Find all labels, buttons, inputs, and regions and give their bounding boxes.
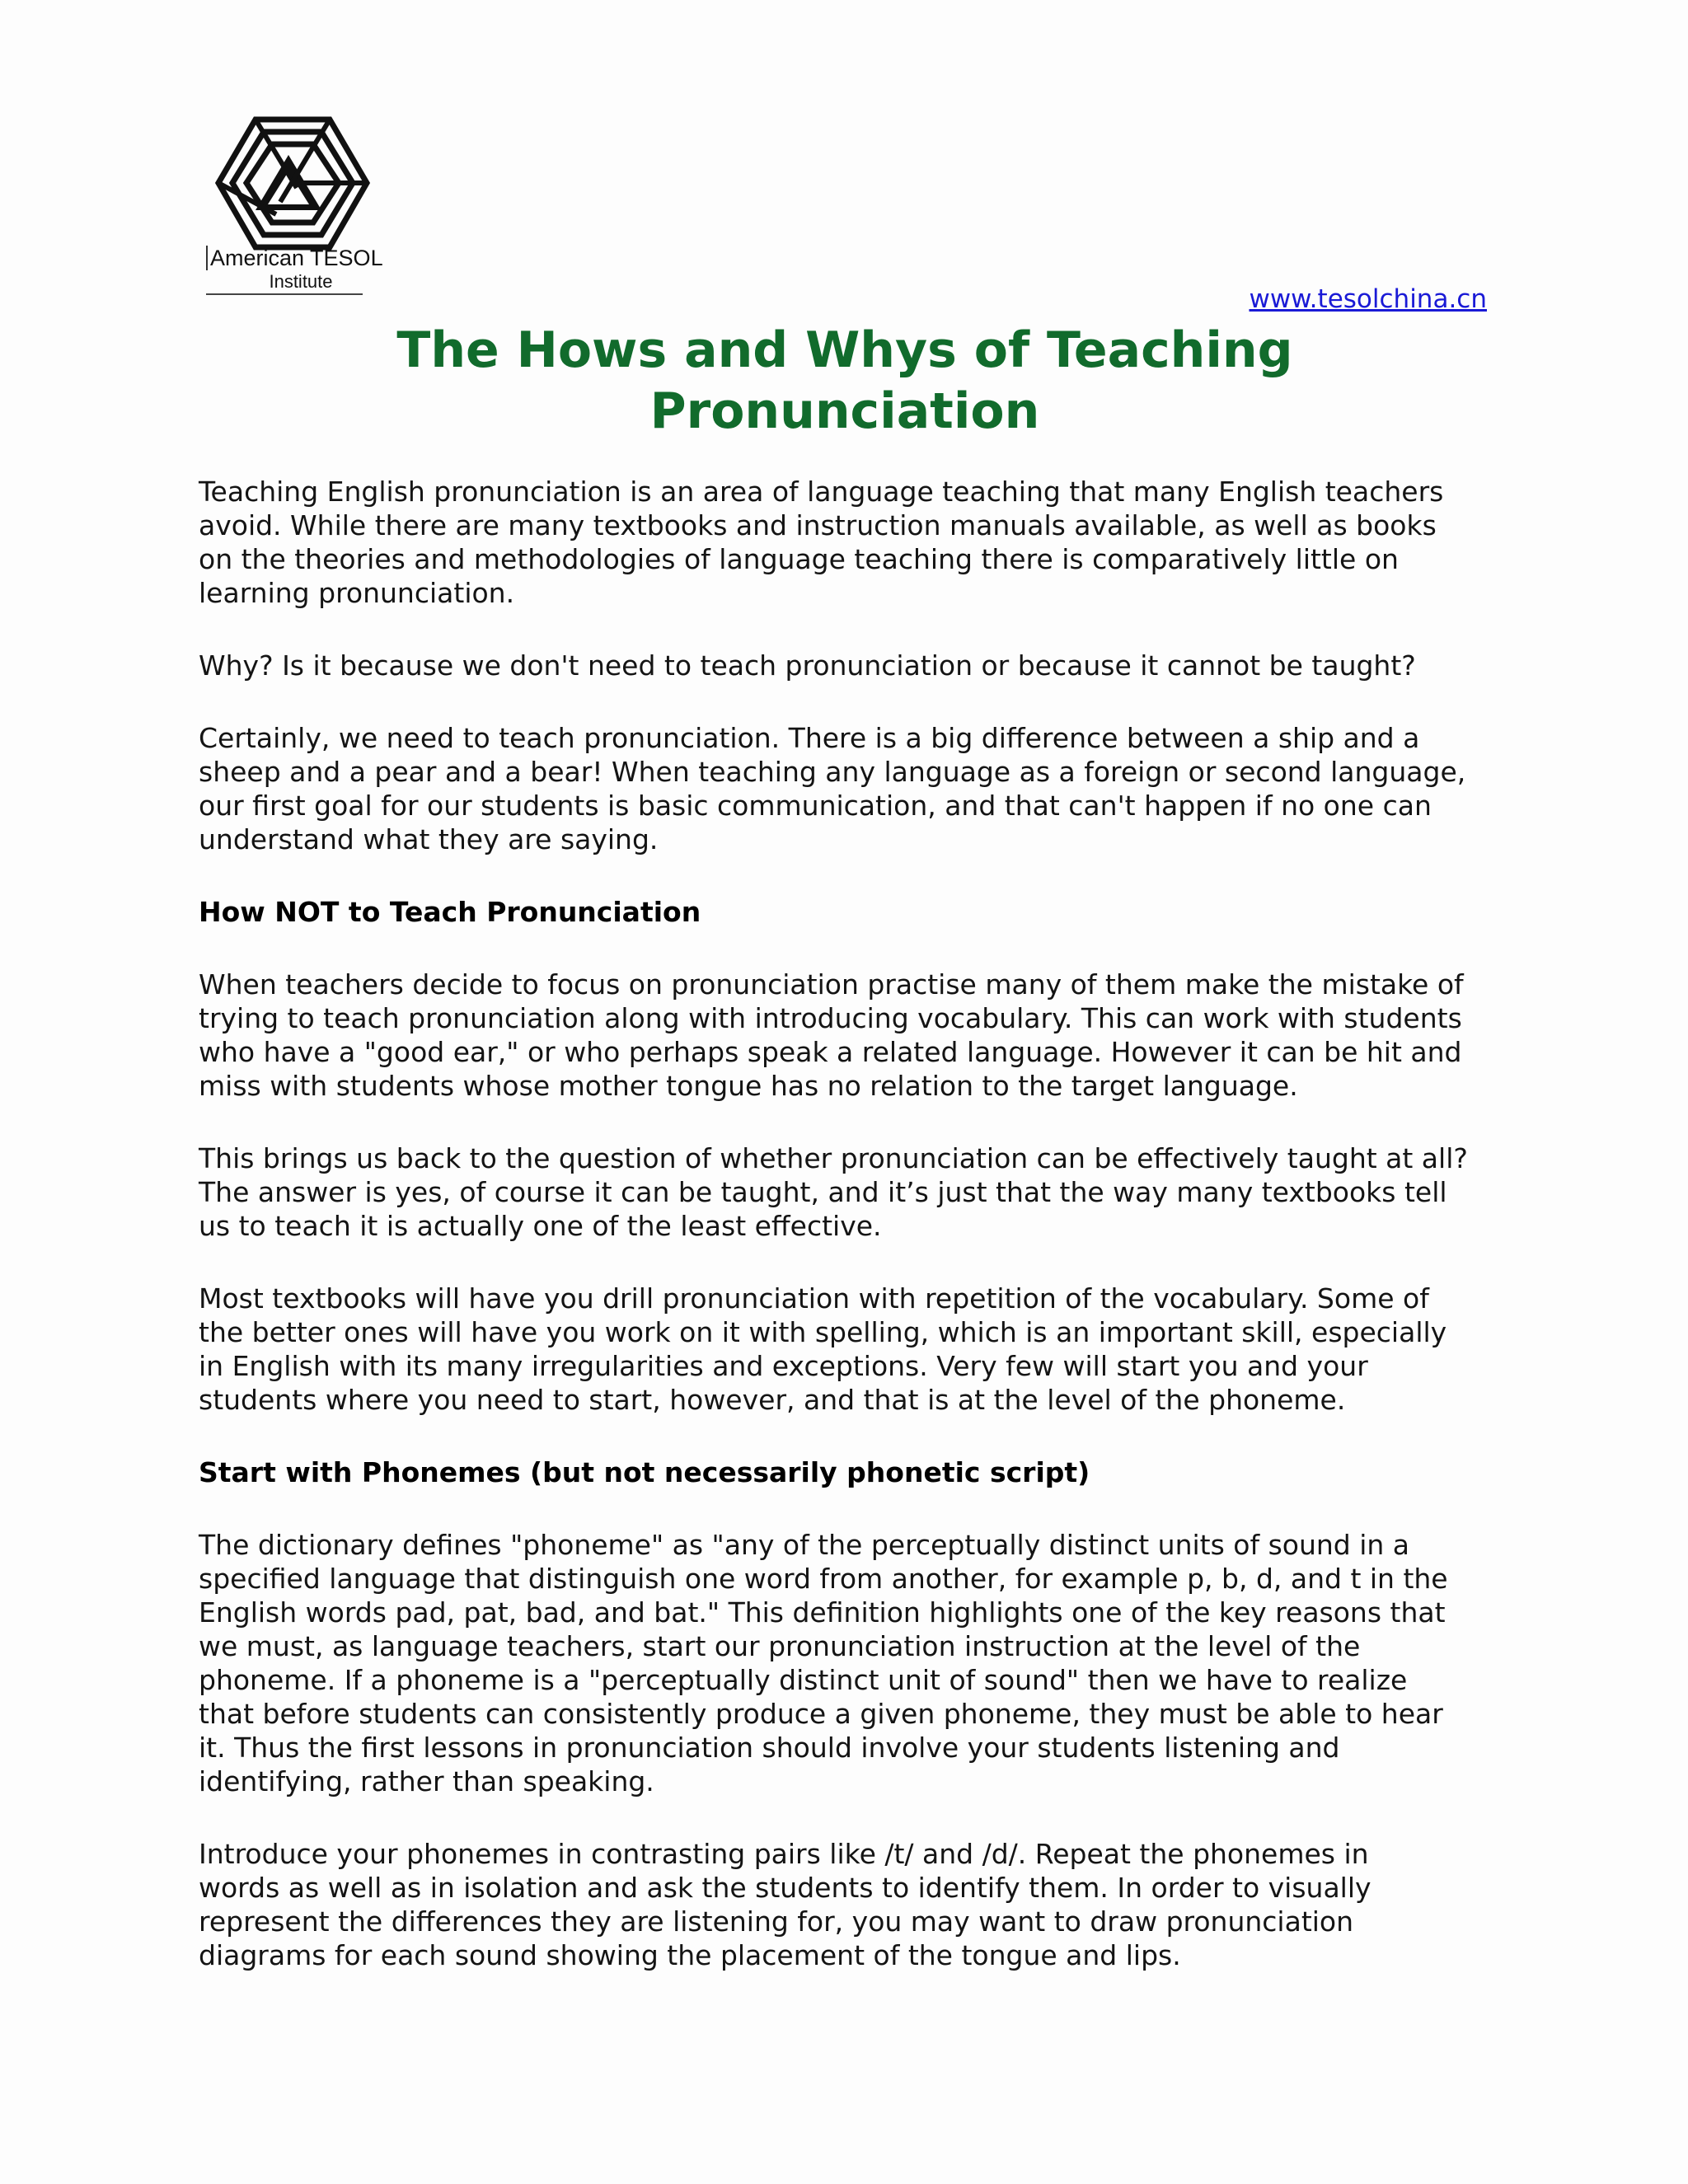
section-heading-how-not: How NOT to Teach Pronunciation — [199, 896, 701, 928]
paragraph-definition: The dictionary defines "phoneme" as "any of the perceptually distinct units of sound in a specified language that distinguish one word from another, for example p, b, d, and t in the English words pad, pat, bad, and bat." This definition highlights one of the key reasons that we must, as language teachers, start our pronunciation instruction at the level of the phoneme. If a phoneme is a "perceptually distinct unit of sound" then we have to realize that before students can consistently produce a given phoneme, they must be able to hear it. Thus the first lessons in pronunciation should involve your students listening and identifying, rather than speaking. — [199, 1529, 1448, 1797]
logo-wordmark — [206, 246, 420, 295]
website-link[interactable]: www.tesolchina.cn — [1249, 284, 1487, 314]
paragraph-mistake: When teachers decide to focus on pronunciation practise many of them make the mistake of trying to teach pronunciation along with introducing vocabulary. This can work with students who have a "good ear," or who perhaps speak a related language. However it can be hit and miss with students whose mother tongue has no relation to the target language. — [199, 968, 1464, 1102]
logo-line-2: Institute — [206, 270, 363, 295]
tesol-emblem-icon — [198, 115, 379, 255]
paragraph-contrasting-pairs: Introduce your phonemes in contrasting pairs like /t/ and /d/. Repeat the phonemes in words as well as in isolation and ask the students to identify them. In order to visually represent the differences they are listening for, you may want to draw pronunciation diagrams for each sound showing the placement of the tongue and lips. — [199, 1838, 1372, 1971]
paragraph-question: This brings us back to the question of whether pronunciation can be effectively taught at all? The answer is yes, of course it can be taught, and it’s just that the way many textbooks tell us to teach it is actually one of the least effective. — [199, 1142, 1468, 1242]
paragraph-intro: Teaching English pronunciation is an area of language teaching that many English teachers avoid. While there are many textbooks and instruction manuals available, as well as books on the theories and methodologies of language teaching there is comparatively little on learning pronunciation. — [199, 476, 1444, 609]
logo-line-1: American TESOL — [206, 246, 420, 270]
paragraph-why: Why? Is it because we don't need to teach pronunciation or because it cannot be taught? — [199, 649, 1416, 682]
section-heading-phonemes: Start with Phonemes (but not necessarily phonetic script) — [199, 1456, 1090, 1488]
document-title: The Hows and Whys of Teaching Pronunciation — [396, 321, 1293, 440]
document-body — [199, 475, 1517, 2011]
paragraph-textbooks: Most textbooks will have you drill pronunciation with repetition of the vocabulary. Some of the better ones will have you work on it with spelling, which is an important skill, especially in English with its many irregularities and exceptions. Very few will start you and your students where you need to start, however, and that is at the level of the phoneme. — [199, 1282, 1447, 1416]
paragraph-certainly: Certainly, we need to teach pronunciation. There is a big difference between a ship and a sheep and a pear and a bear! When teaching any language as a foreign or second language, our first goal for our students is basic communication, and that can't happen if no one can understand what they are saying. — [199, 722, 1466, 855]
